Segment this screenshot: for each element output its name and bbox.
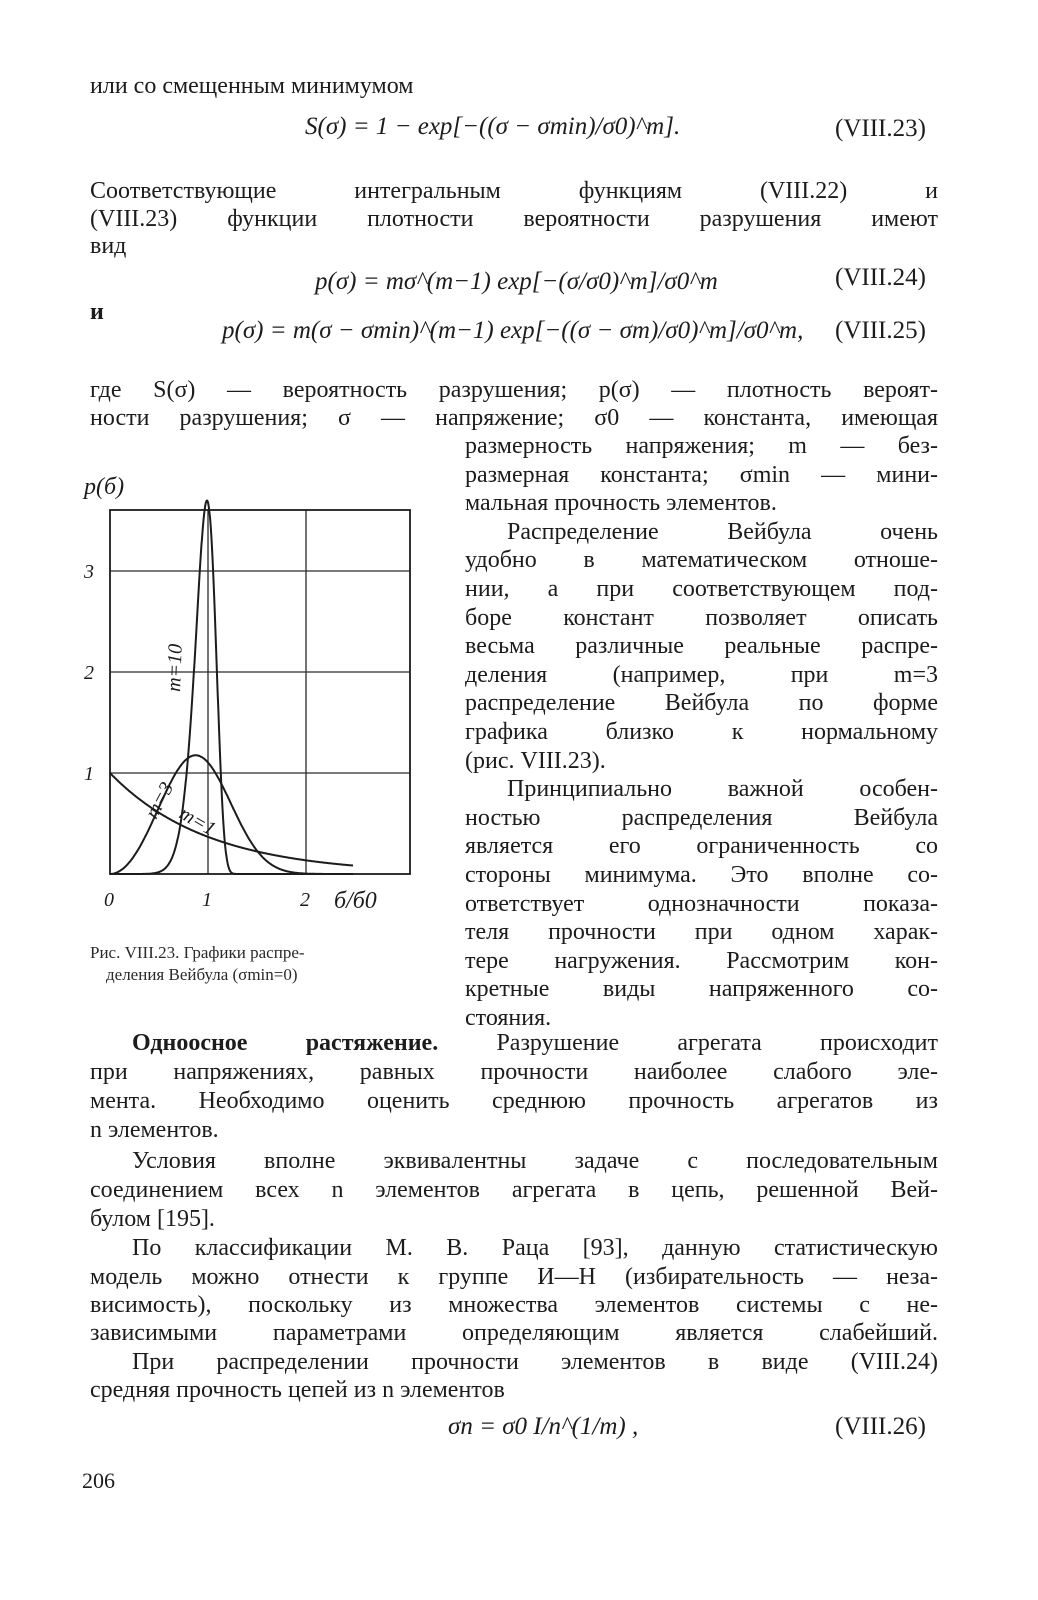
right-column-line: удобно в математическом отноше-	[465, 547, 938, 573]
right-column-line: ответствует однозначности показа-	[465, 891, 938, 917]
conjunction-and: и	[90, 299, 104, 325]
right-column-line: тере нагружения. Рассмотрим кон-	[465, 948, 938, 974]
paragraph-line: Соответствующие интегральным функциям (VIII.22) и	[90, 178, 938, 204]
figure-caption-line: Рис. VIII.23. Графики распре-	[90, 943, 305, 962]
y-tick-label: 2	[84, 662, 94, 684]
y-tick-label: 3	[84, 561, 94, 583]
paragraph-line: средняя прочность цепей из n элементов	[90, 1377, 505, 1403]
paragraph-line: при напряжениях, равных прочности наиболее слабого эле-	[90, 1059, 938, 1085]
right-column-line: Принципиально важной особен-	[507, 776, 938, 802]
paragraph-line: зависимыми параметрами определяющим является слабейший.	[90, 1320, 938, 1346]
x-axis-label: б/б0	[334, 888, 377, 914]
x-tick-label: 0	[104, 889, 114, 911]
x-tick-label: 2	[300, 889, 310, 911]
series-line-m-1	[110, 773, 353, 866]
intro-line: или со смещенным минимумом	[90, 73, 414, 99]
paragraph-line: вид	[90, 233, 127, 259]
paragraph-line: мента. Необходимо оценить среднюю прочность агрегатов из	[90, 1088, 938, 1114]
right-column-line: нии, а при соответствующем под-	[465, 576, 938, 602]
right-column-line: теля прочности при одном харак-	[465, 919, 938, 945]
y-tick-label: 1	[84, 763, 94, 785]
paragraph-line: где S(σ) — вероятность разрушения; p(σ) — плотность вероят-	[90, 377, 938, 403]
right-column-line: является его ограниченность со	[465, 833, 938, 859]
equation-number-viii-26: (VIII.26)	[835, 1413, 926, 1440]
right-column-line: стороны минимума. Это вполне со-	[465, 862, 938, 888]
paragraph-line: n элементов.	[90, 1117, 219, 1143]
paragraph-line: булом [195].	[90, 1206, 215, 1232]
right-column-line: размерная константа; σmin — мини-	[465, 462, 938, 488]
right-column-line: весьма различные реальные распре-	[465, 633, 938, 659]
equation-viii-23: S(σ) = 1 − exp[−((σ − σmin)/σ0)^m].	[305, 113, 681, 140]
right-column-line: (рис. VIII.23).	[465, 748, 606, 774]
paragraph-line: ности разрушения; σ — напряжение; σ0 — константа, имеющая	[90, 405, 938, 431]
series-label-m-10: m=10	[163, 643, 187, 693]
right-column-line: размерность напряжения; m — без-	[465, 433, 938, 459]
right-column-line: ностью распределения Вейбула	[465, 805, 938, 831]
series-label-m-1: m=1	[175, 802, 220, 841]
paragraph-line: соединением всех n элементов агрегата в цепь, решенной Вей-	[90, 1177, 938, 1203]
right-column-line: боре констант позволяет описать	[465, 605, 938, 631]
figure-caption-line: деления Вейбула (σmin=0)	[106, 965, 298, 984]
equation-number-viii-25: (VIII.25)	[835, 317, 926, 344]
right-column-line: Распределение Вейбула очень	[507, 519, 938, 545]
right-column-line: деления (например, при m=3	[465, 662, 938, 688]
right-column-line: стояния.	[465, 1005, 552, 1031]
series-line-m-10	[110, 501, 353, 874]
series-label-m-3: m=3	[140, 778, 179, 823]
right-column-line: кретные виды напряженного со-	[465, 976, 938, 1002]
paragraph-line: (VIII.23) функции плотности вероятности разрушения имеют	[90, 206, 938, 232]
weibull-density-chart	[72, 462, 438, 932]
right-column-line: графика близко к нормальному	[465, 719, 938, 745]
right-column-line: мальная прочность элементов.	[465, 490, 777, 516]
section-text: Разрушение агрегата происходит	[496, 1030, 938, 1056]
paragraph-line: Условия вполне эквивалентны задаче с последовательным	[132, 1148, 938, 1174]
paragraph-line: При распределении прочности элементов в виде (VIII.24)	[132, 1349, 938, 1375]
section-title: Одноосное растяжение.	[132, 1030, 439, 1056]
equation-viii-25: p(σ) = m(σ − σmin)^(m−1) exp[−((σ − σm)/σ0)^m]/σ0^m,	[222, 317, 804, 344]
y-axis-label: p(б)	[84, 474, 125, 500]
equation-number-viii-23: (VIII.23)	[835, 115, 926, 142]
paragraph-line: висимость), поскольку из множества элементов системы с не-	[90, 1292, 938, 1318]
equation-viii-26: σn = σ0 I/n^(1/m) ,	[448, 1413, 639, 1440]
equation-viii-24: p(σ) = mσ^(m−1) exp[−(σ/σ0)^m]/σ0^m	[315, 268, 718, 295]
page-number: 206	[82, 1468, 115, 1493]
right-column-line: распределение Вейбула по форме	[465, 690, 938, 716]
x-tick-label: 1	[202, 889, 212, 911]
paragraph-line: модель можно отнести к группе И—Н (избирательность — неза-	[90, 1264, 938, 1290]
section-first-line	[132, 1029, 938, 1057]
equation-number-viii-24: (VIII.24)	[835, 264, 926, 291]
paragraph-line: По классификации М. В. Раца [93], данную статистическую	[132, 1235, 938, 1261]
